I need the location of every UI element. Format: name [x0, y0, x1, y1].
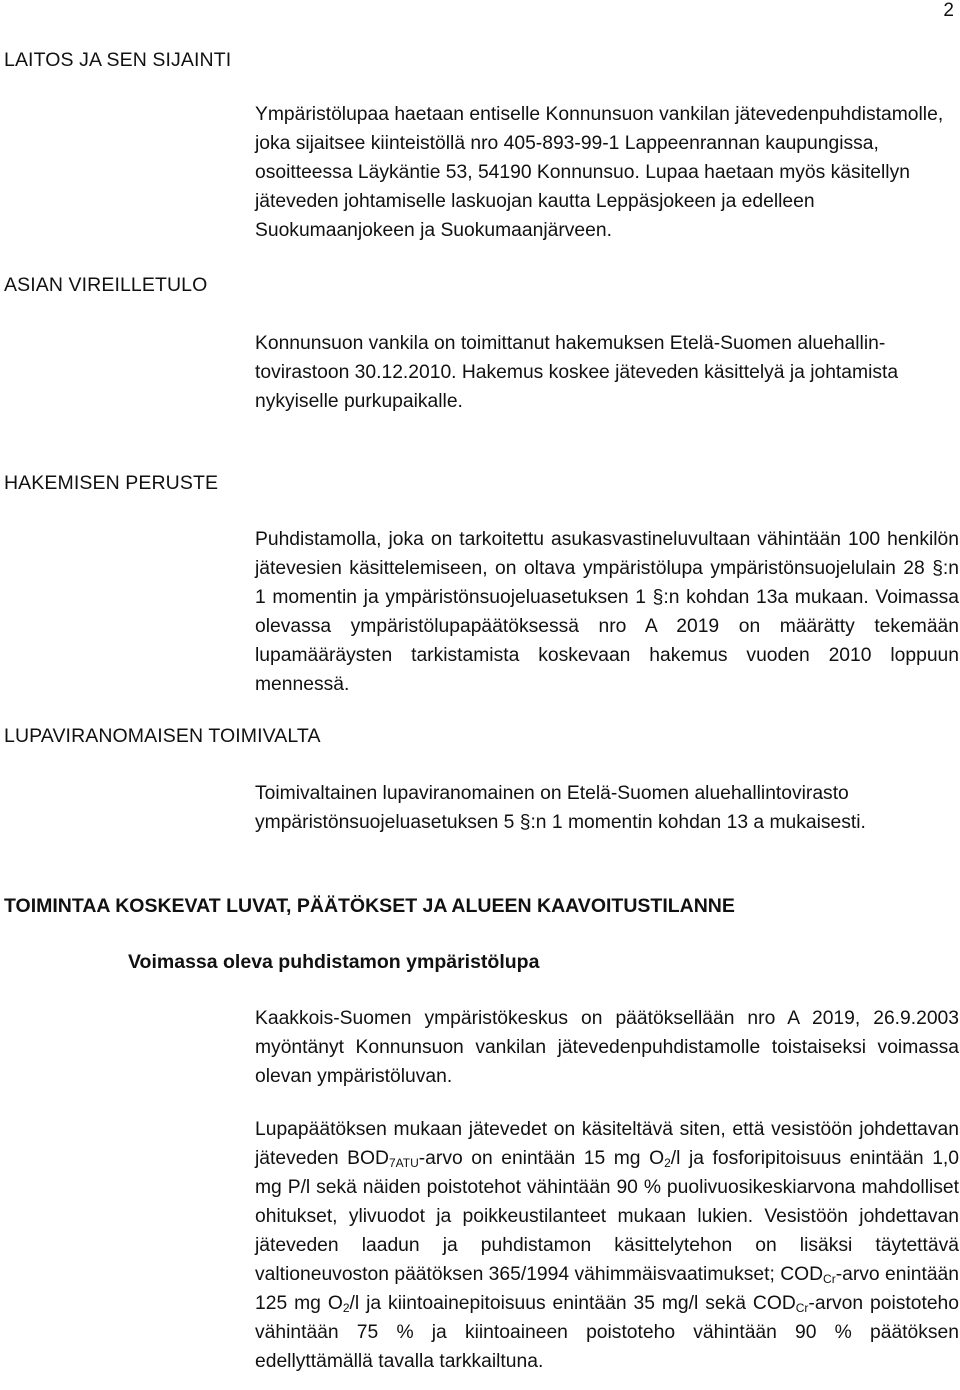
- subscript-cod: Cr: [823, 1272, 836, 1286]
- text-segment: -arvo on enintään 15 mg O: [418, 1148, 665, 1169]
- heading-grounds: HAKEMISEN PERUSTE: [4, 472, 219, 494]
- subscript-bod: 7ATU: [388, 1156, 419, 1170]
- text-segment: -arvo enintään 125 mg O: [255, 1264, 959, 1314]
- heading-location: LAITOS JA SEN SIJAINTI: [4, 49, 232, 71]
- paragraph-location: Ympäristölupaa haetaan entiselle Konnunsuon vankilan jätevedenpuhdistamolle, joka sijaitsee kiinteistöllä nro 405-893-99-1 Lappeenrannan kaupungissa, osoitteessa Läykäntie 53, 54190 Konnunsuo. Lupaa haetaan myös käsitellyn jäteveden johtamiselle laskuojan kautta Leppäsjokeen ja edelleen Suokumaanjokeen ja Suokumaanjärveen.: [255, 104, 944, 241]
- heading-permits: TOIMINTAA KOSKEVAT LUVAT, PÄÄTÖKSET JA ALUEEN KAAVOITUSTILANNE: [4, 895, 735, 917]
- text-segment: /l ja fosforipitoisuus enintään 1,0 mg P/l sekä näiden poistotehot vähintään 90 % puolivuosikeskiarvona mahdolliset ohitukset, ylivuodot ja poikkeustilanteet mukaan lukien. Vesistöön johdettavan jäteveden laadun ja puhdistamon käsittelytehon on lisäksi täytettävä valtioneuvoston päätöksen 365/1994 vähimmäisvaatimukset; COD: [255, 1148, 959, 1285]
- text-segment: /l ja kiintoainepitoisuus enintään 35 mg/l sekä COD: [349, 1293, 796, 1314]
- paragraph-grounds: Puhdistamolla, joka on tarkoitettu asukasvastineluvultaan vähintään 100 henkilön jätevesien käsittelemiseen, on oltava ympäristölupa ympäristönsuojelulain 28 §:n 1 momentin ja ympäristönsuojeluasetuksen 1 §:n kohdan 13a mukaan. Voimassa olevassa ympäristölupapäätöksessä nro A 2019 on määrätty tekemään lupamääräysten tarkistamista koskevaan hakemus vuoden 2010 loppuun mennessä.: [255, 529, 959, 695]
- heading-pending: ASIAN VIREILLETULO: [4, 274, 208, 296]
- text-segment: Lupapäätöksen mukaan jätevedet on käsiteltävä siten, että vesistöön johdettavan jäteveden BOD: [255, 1119, 959, 1169]
- subscript-o2: 2: [664, 1156, 671, 1170]
- subheading-current-permit: Voimassa oleva puhdistamon ympäristölupa: [128, 951, 540, 973]
- page-number: 2: [943, 0, 954, 21]
- text-segment: -arvon poistoteho vähintään 75 % ja kiintoaineen poistoteho vähintään 90 % päätöksen edellyttämällä tavalla tarkkailtuna.: [255, 1293, 959, 1372]
- paragraph-pending: Konnunsuon vankila on toimittanut hakemuksen Etelä-Suomen aluehallintovirastoon 30.12.2010. Hakemus koskee jäteveden käsittelyä ja johtamista nykyiselle purkupaikalle.: [255, 333, 899, 412]
- heading-authority: LUPAVIRANOMAISEN TOIMIVALTA: [4, 725, 321, 747]
- subscript-o2: 2: [342, 1301, 350, 1315]
- paragraph-permit-decision: Kaakkois-Suomen ympäristökeskus on päätöksellään nro A 2019, 26.9.2003 myöntänyt Konnunsuon vankilan jätevedenpuhdistamolle toistaiseksi voimassa olevan ympäristöluvan.: [255, 1008, 959, 1087]
- paragraph-permit-requirements: [255, 1115, 959, 1376]
- subscript-cod: Cr: [795, 1301, 809, 1315]
- paragraph-authority: Toimivaltainen lupaviranomainen on Etelä-Suomen aluehallintovirasto ympäristönsuojeluasetuksen 5 §:n 1 momentin kohdan 13 a mukaisesti.: [255, 783, 866, 833]
